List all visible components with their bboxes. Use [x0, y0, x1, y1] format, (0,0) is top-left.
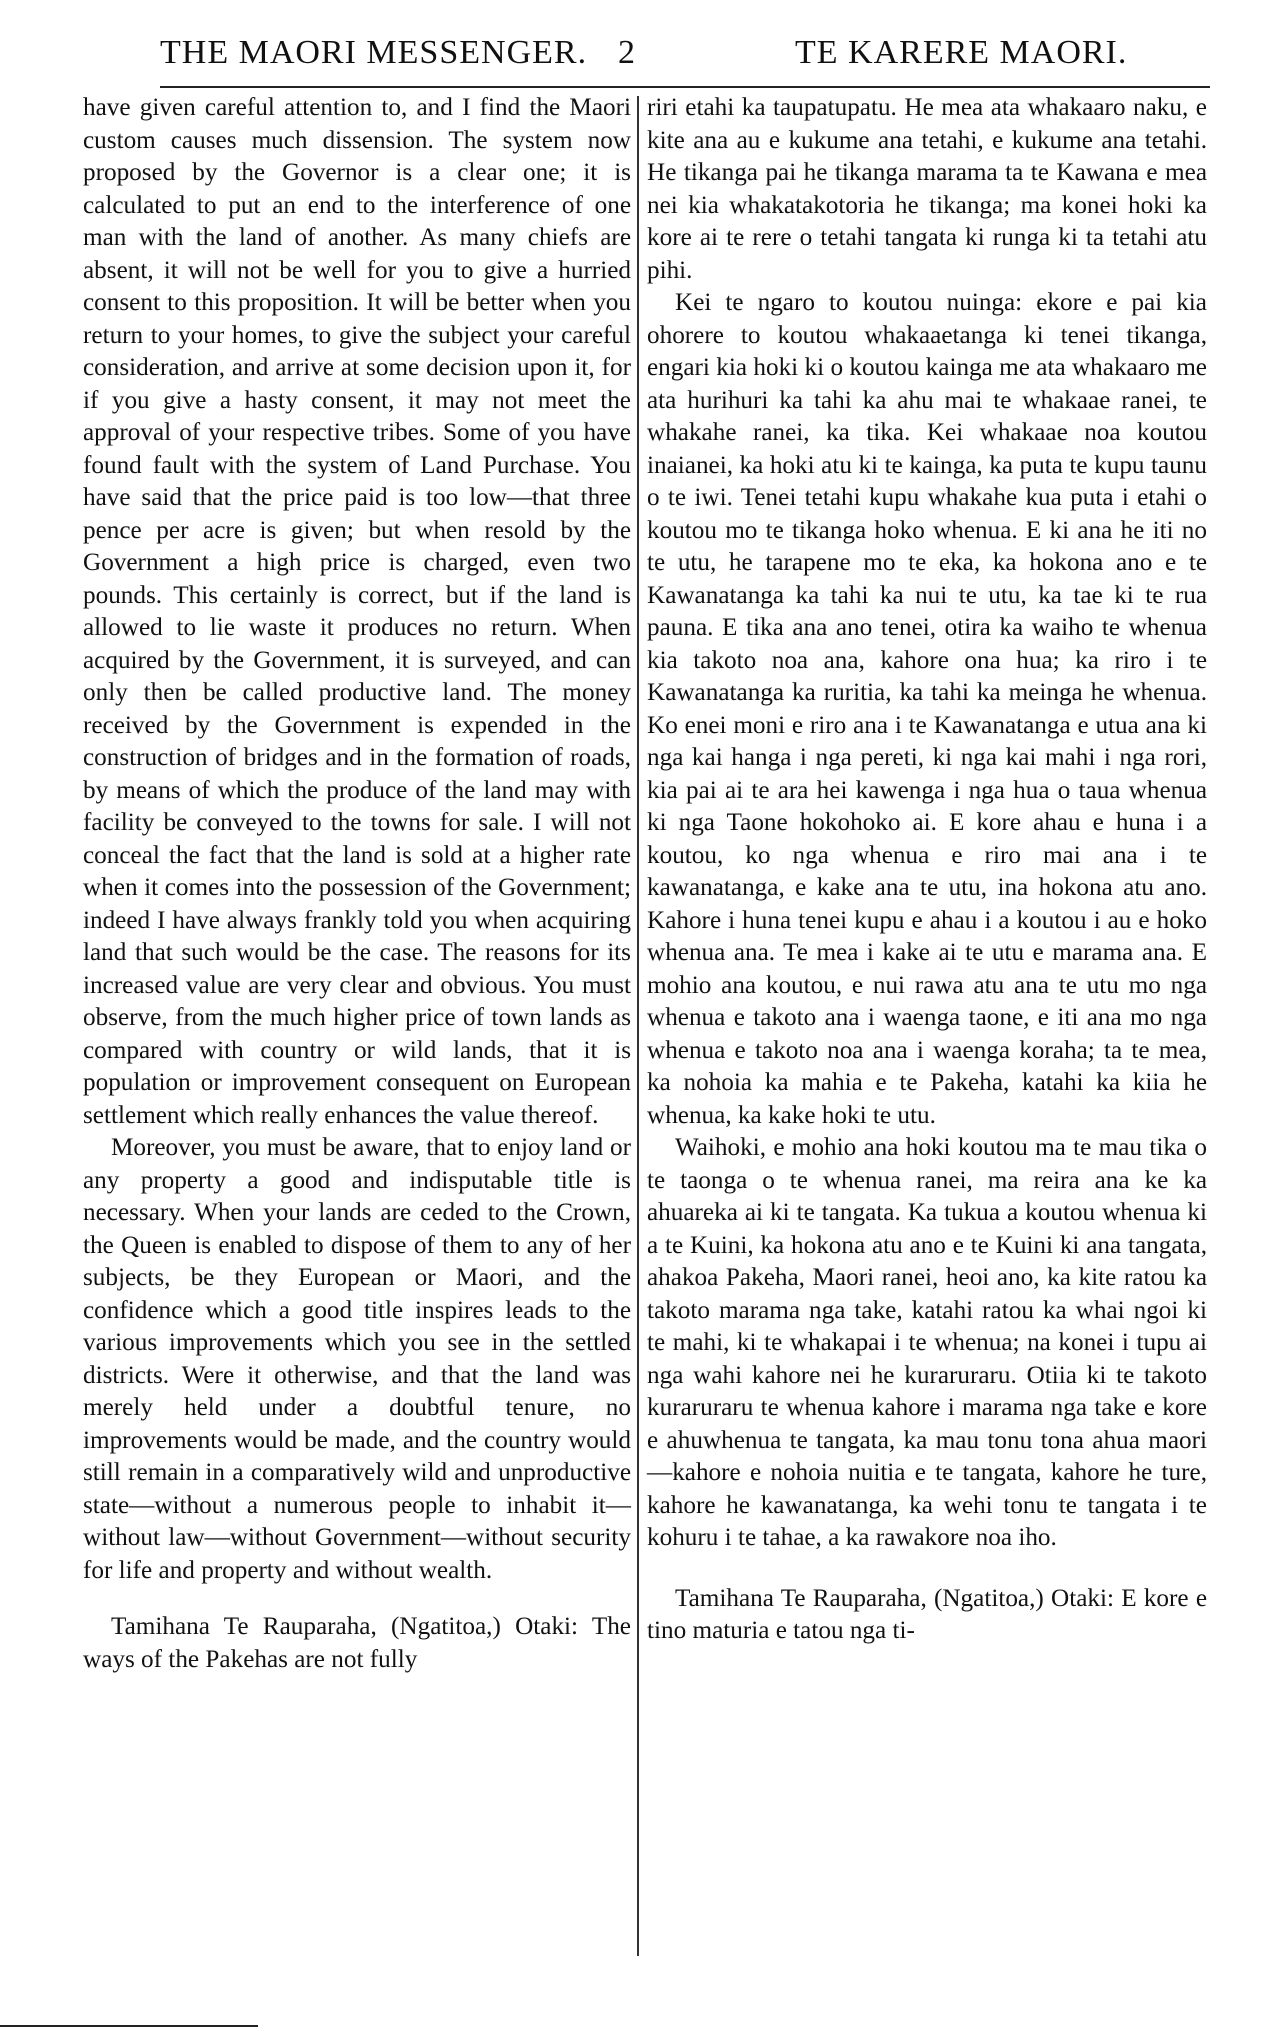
maori-paragraph-3: Waihoki, e mohio ana hoki koutou ma te mau tika o te taonga o te whenua ranei, ma reira ana ke ka ahuareka ai ki te tangata. Ka tukua a koutou whenua ki a te Kuini, ka hokona atu ano e te Kuini ki ana tangata, ahakoa Pakeha, Maori ranei, heoi ano, ka kite ratou ka takoto marama nga take, katahi ratou ka whai ngoi ki te mahi, ki te whakapai i te whenua; na konei i tupu ai nga wahi kahore nei he kuraruraru. Otiia ki te takoto kuraruraru te whenua kahore i marama nga take e kore e ahuwhenua te tangata, ka mau tonu tona ahua maori—kahore e nohoia nuitia e te tangata, kahore he ture, kahore he kawanatanga, ka wehi tonu te tangata i te kohuru i te tahae, a ka rawakore noa iho. [647, 1134, 1207, 1551]
maori-speaker-signature: Tamihana Te Rauparaha, (Ngatitoa,) Otaki: E kore e tino maturia e tatou nga ti- [647, 1584, 1207, 1644]
footer-rule [0, 2025, 258, 2027]
maori-column [647, 92, 1207, 1648]
english-paragraph-1: have given careful attention to, and I find the Maori custom causes much dissension. The system now proposed by the Governor is a clear one; it is calculated to put an end to the interference of one man with the land of another. As many chiefs are absent, it will not be well for you to give a hurried consent to this proposition. It will be better when you return to your homes, to give the subject your careful consideration, and arrive at some decision upon it, for if you give a hasty consent, it may not meet the approval of your respective tribes. Some of you have found fault with the system of Land Purchase. You have said that the price paid is too low—that three pence per acre is given; but when resold by the Government a high price is charged, even two pounds. This certainly is correct, but if the land is allowed to lie waste it produces no return. When acquired by the Government, it is surveyed, and can only then be called productive land. The money received by the Government is expended in the construction of bridges and in the formation of roads, by means of which the produce of the land may with facility be conveyed to the towns for sale. I will not conceal the fact that the land is sold at a higher rate when it comes into the possession of the Government; indeed I have always frankly told you when acquiring land that such would be the case. The reasons for its increased value are very clear and obvious. You must observe, from the much higher price of town lands as compared with country or wild lands, that it is population or improvement consequent on European settlement which really enhances the value thereof. [83, 94, 631, 1129]
page-number: 2 [618, 34, 636, 71]
english-paragraph-2: Moreover, you must be aware, that to enjoy land or any property a good and indisputable title is necessary. When your lands are ceded to the Crown, the Queen is enabled to dispose of them to any of her subjects, be they European or Maori, and the confidence which a good title inspires leads to the various improvements which you see in the settled districts. Were it otherwise, and that the land was merely held under a doubtful tenure, no improvements would be made, and the country would still remain in a comparatively wild and unproductive state—without a numerous people to inhabit it—without law—without Government—without security for life and property and without wealth. [83, 1134, 631, 1584]
header-rule [160, 86, 1210, 88]
maori-paragraph-1: riri etahi ka taupatupatu. He mea ata whakaaro naku, e kite ana au e kukume ana tetahi, e kukume ana tetahi. He tikanga pai he tikanga marama ta te Kawana e mea nei kia whakatakotoria he tikanga; ma konei hoki ka kore ai te rere o tetahi tangata ki runga ki ta tetahi atu pihi. [647, 94, 1207, 284]
english-masthead: THE MAORI MESSENGER. [160, 34, 588, 71]
maori-paragraph-2: Kei te ngaro to koutou nuinga: ekore e pai kia ohorere to koutou whakaaetanga ki tenei tikanga, engari kia hoki ki o koutou kainga me ata whakaaro me ata hurihuri ka tahi ka ahu mai te whakaae ranei, te whakahe ranei, ka tika. Kei whakaae noa koutou inaianei, ka hoki atu ki te kainga, ka puta te kupu taunu o te iwi. Tenei tetahi kupu whakahe kua puta i etahi o koutou mo te tikanga hoko whenua. E ki ana he iti no te utu, he tarapene mo te eka, ka hokona ano e te Kawanatanga ka tahi ka nui te utu, ka tae ki te rua pauna. E tika ana ano tenei, otira ka waiho te whenua kia takoto noa ana, kahore ona hua; ka riro i te Kawanatanga ka ruritia, ka tahi ka meinga he whenua. Ko enei moni e riro ana i te Kawanatanga e utua ana ki nga kai hanga i nga pereti, ki nga kai mahi i nga rori, kia pai ai te ara hei kawenga i nga hua o taua whenua ki nga Taone hokohoko ai. E kore ahau e huna i a koutou, ko nga whenua e riro mai ana i te kawanatanga, e kake ana te utu, ina hokona atu ano. Kahore i huna tenei kupu e ahau i a koutou i au e hoko whenua ana. Te mea i kake ai te utu e marama ana. E mohio ana koutou, e nui rawa atu ana te utu mo nga whenua e takoto ana i waenga taone, e iti ana mo nga whenua e takoto noa ana i waenga koraha; ta te mea, ka nohoia ka mahia e te Pakeha, katahi ka kiia he whenua, ka kake hoki te utu. [647, 289, 1207, 1129]
page-header [0, 22, 1280, 82]
english-speaker-signature: Tamihana Te Rauparaha, (Ngatitoa,) Otaki: The ways of the Pakehas are not fully [83, 1613, 631, 1673]
english-column [83, 92, 631, 1676]
column-divider [637, 96, 639, 1956]
maori-masthead: TE KARERE MAORI. [795, 34, 1128, 71]
